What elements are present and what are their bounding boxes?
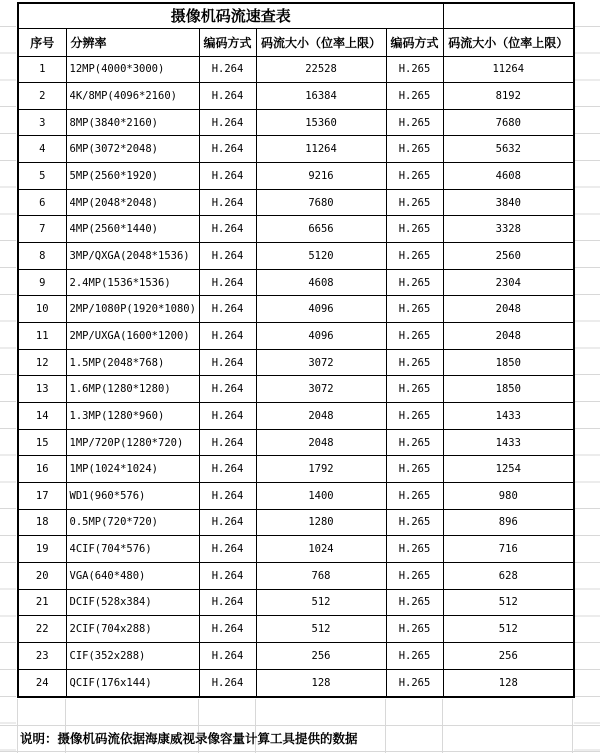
resolution-cell: 3MP/QXGA(2048*1536) <box>66 243 199 270</box>
gridline-vertical <box>17 699 18 753</box>
bitrate-h265-cell: 2048 <box>443 296 574 323</box>
table-row <box>18 456 574 483</box>
row-index: 22 <box>18 616 66 643</box>
bitrate-h265-cell: 512 <box>443 589 574 616</box>
bitrate-h264-cell: 512 <box>256 616 386 643</box>
encoding-h264-cell: H.264 <box>199 216 256 243</box>
encoding-h265-cell: H.265 <box>386 642 443 669</box>
table-row <box>18 509 574 536</box>
resolution-cell: 12MP(4000*3000) <box>66 56 199 83</box>
encoding-h265-cell: H.265 <box>386 189 443 216</box>
encoding-h265-cell: H.265 <box>386 376 443 403</box>
encoding-h264-cell: H.264 <box>199 163 256 190</box>
bitrate-h265-cell: 256 <box>443 642 574 669</box>
bitrate-h265-cell: 2048 <box>443 323 574 350</box>
table-row <box>18 163 574 190</box>
bitrate-h264-cell: 2048 <box>256 403 386 430</box>
resolution-cell: 1.5MP(2048*768) <box>66 349 199 376</box>
encoding-h264-cell: H.264 <box>199 243 256 270</box>
bitrate-h265-cell: 7680 <box>443 109 574 136</box>
table-row <box>18 429 574 456</box>
row-index: 7 <box>18 216 66 243</box>
resolution-cell: VGA(640*480) <box>66 562 199 589</box>
resolution-cell: DCIF(528x384) <box>66 589 199 616</box>
table-row <box>18 296 574 323</box>
encoding-h265-cell: H.265 <box>386 349 443 376</box>
encoding-h265-cell: H.265 <box>386 109 443 136</box>
bitrate-table <box>17 2 575 698</box>
bitrate-h265-cell: 980 <box>443 483 574 510</box>
encoding-h265-cell: H.265 <box>386 243 443 270</box>
sheet-gridlines-right <box>574 0 600 753</box>
encoding-h264-cell: H.264 <box>199 642 256 669</box>
note-text: 说明：摄像机码流依据海康威视录像容量计算工具提供的数据 <box>20 732 358 746</box>
row-index: 23 <box>18 642 66 669</box>
encoding-h265-cell: H.265 <box>386 136 443 163</box>
encoding-h264-cell: H.264 <box>199 296 256 323</box>
resolution-cell: 6MP(3072*2048) <box>66 136 199 163</box>
resolution-cell: 2MP/UXGA(1600*1200) <box>66 323 199 350</box>
encoding-h264-cell: H.264 <box>199 589 256 616</box>
resolution-cell: 8MP(3840*2160) <box>66 109 199 136</box>
bitrate-h265-cell: 3840 <box>443 189 574 216</box>
resolution-cell: 4CIF(704*576) <box>66 536 199 563</box>
column-header-bitrate-h264: 码流大小（位率上限） <box>256 28 386 56</box>
encoding-h265-cell: H.265 <box>386 509 443 536</box>
table-row <box>18 589 574 616</box>
encoding-h265-cell: H.265 <box>386 163 443 190</box>
bitrate-h265-cell: 716 <box>443 536 574 563</box>
resolution-cell: CIF(352x288) <box>66 642 199 669</box>
table-title: 摄像机码流速查表 <box>18 3 443 28</box>
bitrate-h264-cell: 4096 <box>256 296 386 323</box>
table-row <box>18 349 574 376</box>
column-header-resolution: 分辨率 <box>66 28 199 56</box>
table-row <box>18 216 574 243</box>
bitrate-h264-cell: 6656 <box>256 216 386 243</box>
resolution-cell: 1.6MP(1280*1280) <box>66 376 199 403</box>
bitrate-h265-cell: 3328 <box>443 216 574 243</box>
column-header-index: 序号 <box>18 28 66 56</box>
resolution-cell: 4MP(2048*2048) <box>66 189 199 216</box>
resolution-cell: QCIF(176x144) <box>66 669 199 697</box>
bitrate-h264-cell: 1400 <box>256 483 386 510</box>
bitrate-h264-cell: 3072 <box>256 376 386 403</box>
bitrate-h264-cell: 1792 <box>256 456 386 483</box>
row-index: 21 <box>18 589 66 616</box>
resolution-cell: WD1(960*576) <box>66 483 199 510</box>
table-row <box>18 616 574 643</box>
row-index: 11 <box>18 323 66 350</box>
table-body <box>18 56 574 697</box>
row-index: 24 <box>18 669 66 697</box>
encoding-h264-cell: H.264 <box>199 456 256 483</box>
resolution-cell: 0.5MP(720*720) <box>66 509 199 536</box>
bitrate-h265-cell: 11264 <box>443 56 574 83</box>
encoding-h265-cell: H.265 <box>386 456 443 483</box>
bitrate-h264-cell: 5120 <box>256 243 386 270</box>
bitrate-h264-cell: 4096 <box>256 323 386 350</box>
encoding-h264-cell: H.264 <box>199 509 256 536</box>
row-index: 6 <box>18 189 66 216</box>
table-row <box>18 136 574 163</box>
bitrate-h264-cell: 512 <box>256 589 386 616</box>
table-row <box>18 269 574 296</box>
bitrate-h264-cell: 15360 <box>256 109 386 136</box>
resolution-cell: 1MP(1024*1024) <box>66 456 199 483</box>
bitrate-h265-cell: 512 <box>443 616 574 643</box>
encoding-h264-cell: H.264 <box>199 403 256 430</box>
bitrate-h264-cell: 22528 <box>256 56 386 83</box>
bitrate-h265-cell: 5632 <box>443 136 574 163</box>
bitrate-h264-cell: 2048 <box>256 429 386 456</box>
row-index: 18 <box>18 509 66 536</box>
bitrate-h264-cell: 128 <box>256 669 386 697</box>
row-index: 1 <box>18 56 66 83</box>
encoding-h264-cell: H.264 <box>199 429 256 456</box>
resolution-cell: 4K/8MP(4096*2160) <box>66 83 199 110</box>
bitrate-h265-cell: 628 <box>443 562 574 589</box>
table-row <box>18 376 574 403</box>
encoding-h265-cell: H.265 <box>386 589 443 616</box>
table-header-row <box>18 28 574 56</box>
bitrate-h264-cell: 4608 <box>256 269 386 296</box>
encoding-h264-cell: H.264 <box>199 269 256 296</box>
bitrate-h265-cell: 2560 <box>443 243 574 270</box>
encoding-h264-cell: H.264 <box>199 189 256 216</box>
row-index: 3 <box>18 109 66 136</box>
resolution-cell: 5MP(2560*1920) <box>66 163 199 190</box>
encoding-h265-cell: H.265 <box>386 323 443 350</box>
bitrate-h265-cell: 128 <box>443 669 574 697</box>
bitrate-h264-cell: 7680 <box>256 189 386 216</box>
encoding-h264-cell: H.264 <box>199 669 256 697</box>
encoding-h265-cell: H.265 <box>386 83 443 110</box>
bitrate-h265-cell: 8192 <box>443 83 574 110</box>
row-index: 14 <box>18 403 66 430</box>
column-header-bitrate-h265: 码流大小（位率上限） <box>443 28 574 56</box>
resolution-cell: 4MP(2560*1440) <box>66 216 199 243</box>
row-index: 8 <box>18 243 66 270</box>
encoding-h264-cell: H.264 <box>199 83 256 110</box>
bitrate-h264-cell: 768 <box>256 562 386 589</box>
encoding-h264-cell: H.264 <box>199 562 256 589</box>
row-index: 4 <box>18 136 66 163</box>
bitrate-h265-cell: 896 <box>443 509 574 536</box>
column-header-encoding-h265: 编码方式 <box>386 28 443 56</box>
encoding-h265-cell: H.265 <box>386 403 443 430</box>
row-index: 17 <box>18 483 66 510</box>
sheet-gridlines-left <box>0 0 16 753</box>
table-row <box>18 483 574 510</box>
encoding-h265-cell: H.265 <box>386 56 443 83</box>
encoding-h264-cell: H.264 <box>199 56 256 83</box>
encoding-h264-cell: H.264 <box>199 616 256 643</box>
encoding-h264-cell: H.264 <box>199 136 256 163</box>
resolution-cell: 2CIF(704x288) <box>66 616 199 643</box>
encoding-h264-cell: H.264 <box>199 536 256 563</box>
table-row <box>18 642 574 669</box>
encoding-h265-cell: H.265 <box>386 562 443 589</box>
encoding-h265-cell: H.265 <box>386 616 443 643</box>
encoding-h265-cell: H.265 <box>386 269 443 296</box>
encoding-h264-cell: H.264 <box>199 349 256 376</box>
bitrate-h264-cell: 3072 <box>256 349 386 376</box>
table-row <box>18 536 574 563</box>
bitrate-h265-cell: 4608 <box>443 163 574 190</box>
row-index: 5 <box>18 163 66 190</box>
bitrate-h265-cell: 1254 <box>443 456 574 483</box>
bitrate-h265-cell: 2304 <box>443 269 574 296</box>
bitrate-h265-cell: 1850 <box>443 349 574 376</box>
row-index: 9 <box>18 269 66 296</box>
table-row <box>18 403 574 430</box>
resolution-cell: 1MP/720P(1280*720) <box>66 429 199 456</box>
bitrate-h264-cell: 1024 <box>256 536 386 563</box>
bitrate-h264-cell: 11264 <box>256 136 386 163</box>
row-index: 2 <box>18 83 66 110</box>
row-index: 10 <box>18 296 66 323</box>
encoding-h265-cell: H.265 <box>386 536 443 563</box>
bitrate-h265-cell: 1433 <box>443 403 574 430</box>
encoding-h265-cell: H.265 <box>386 483 443 510</box>
table-row <box>18 669 574 697</box>
table-row <box>18 243 574 270</box>
table-title-row <box>18 3 574 28</box>
table-row <box>18 83 574 110</box>
row-index: 19 <box>18 536 66 563</box>
row-index: 13 <box>18 376 66 403</box>
bitrate-h264-cell: 1280 <box>256 509 386 536</box>
encoding-h265-cell: H.265 <box>386 669 443 697</box>
resolution-cell: 2.4MP(1536*1536) <box>66 269 199 296</box>
table-row <box>18 189 574 216</box>
row-index: 16 <box>18 456 66 483</box>
resolution-cell: 2MP/1080P(1920*1080) <box>66 296 199 323</box>
bitrate-h264-cell: 256 <box>256 642 386 669</box>
encoding-h264-cell: H.264 <box>199 323 256 350</box>
column-header-encoding-h264: 编码方式 <box>199 28 256 56</box>
encoding-h265-cell: H.265 <box>386 296 443 323</box>
encoding-h264-cell: H.264 <box>199 376 256 403</box>
table-row <box>18 323 574 350</box>
table-row <box>18 56 574 83</box>
bitrate-h264-cell: 9216 <box>256 163 386 190</box>
encoding-h264-cell: H.264 <box>199 109 256 136</box>
row-index: 15 <box>18 429 66 456</box>
bitrate-h264-cell: 16384 <box>256 83 386 110</box>
resolution-cell: 1.3MP(1280*960) <box>66 403 199 430</box>
table-row <box>18 109 574 136</box>
bitrate-h265-cell: 1433 <box>443 429 574 456</box>
encoding-h265-cell: H.265 <box>386 216 443 243</box>
table-title-empty-cell <box>443 3 574 28</box>
encoding-h264-cell: H.264 <box>199 483 256 510</box>
bitrate-h265-cell: 1850 <box>443 376 574 403</box>
encoding-h265-cell: H.265 <box>386 429 443 456</box>
row-index: 20 <box>18 562 66 589</box>
row-index: 12 <box>18 349 66 376</box>
table-row <box>18 562 574 589</box>
